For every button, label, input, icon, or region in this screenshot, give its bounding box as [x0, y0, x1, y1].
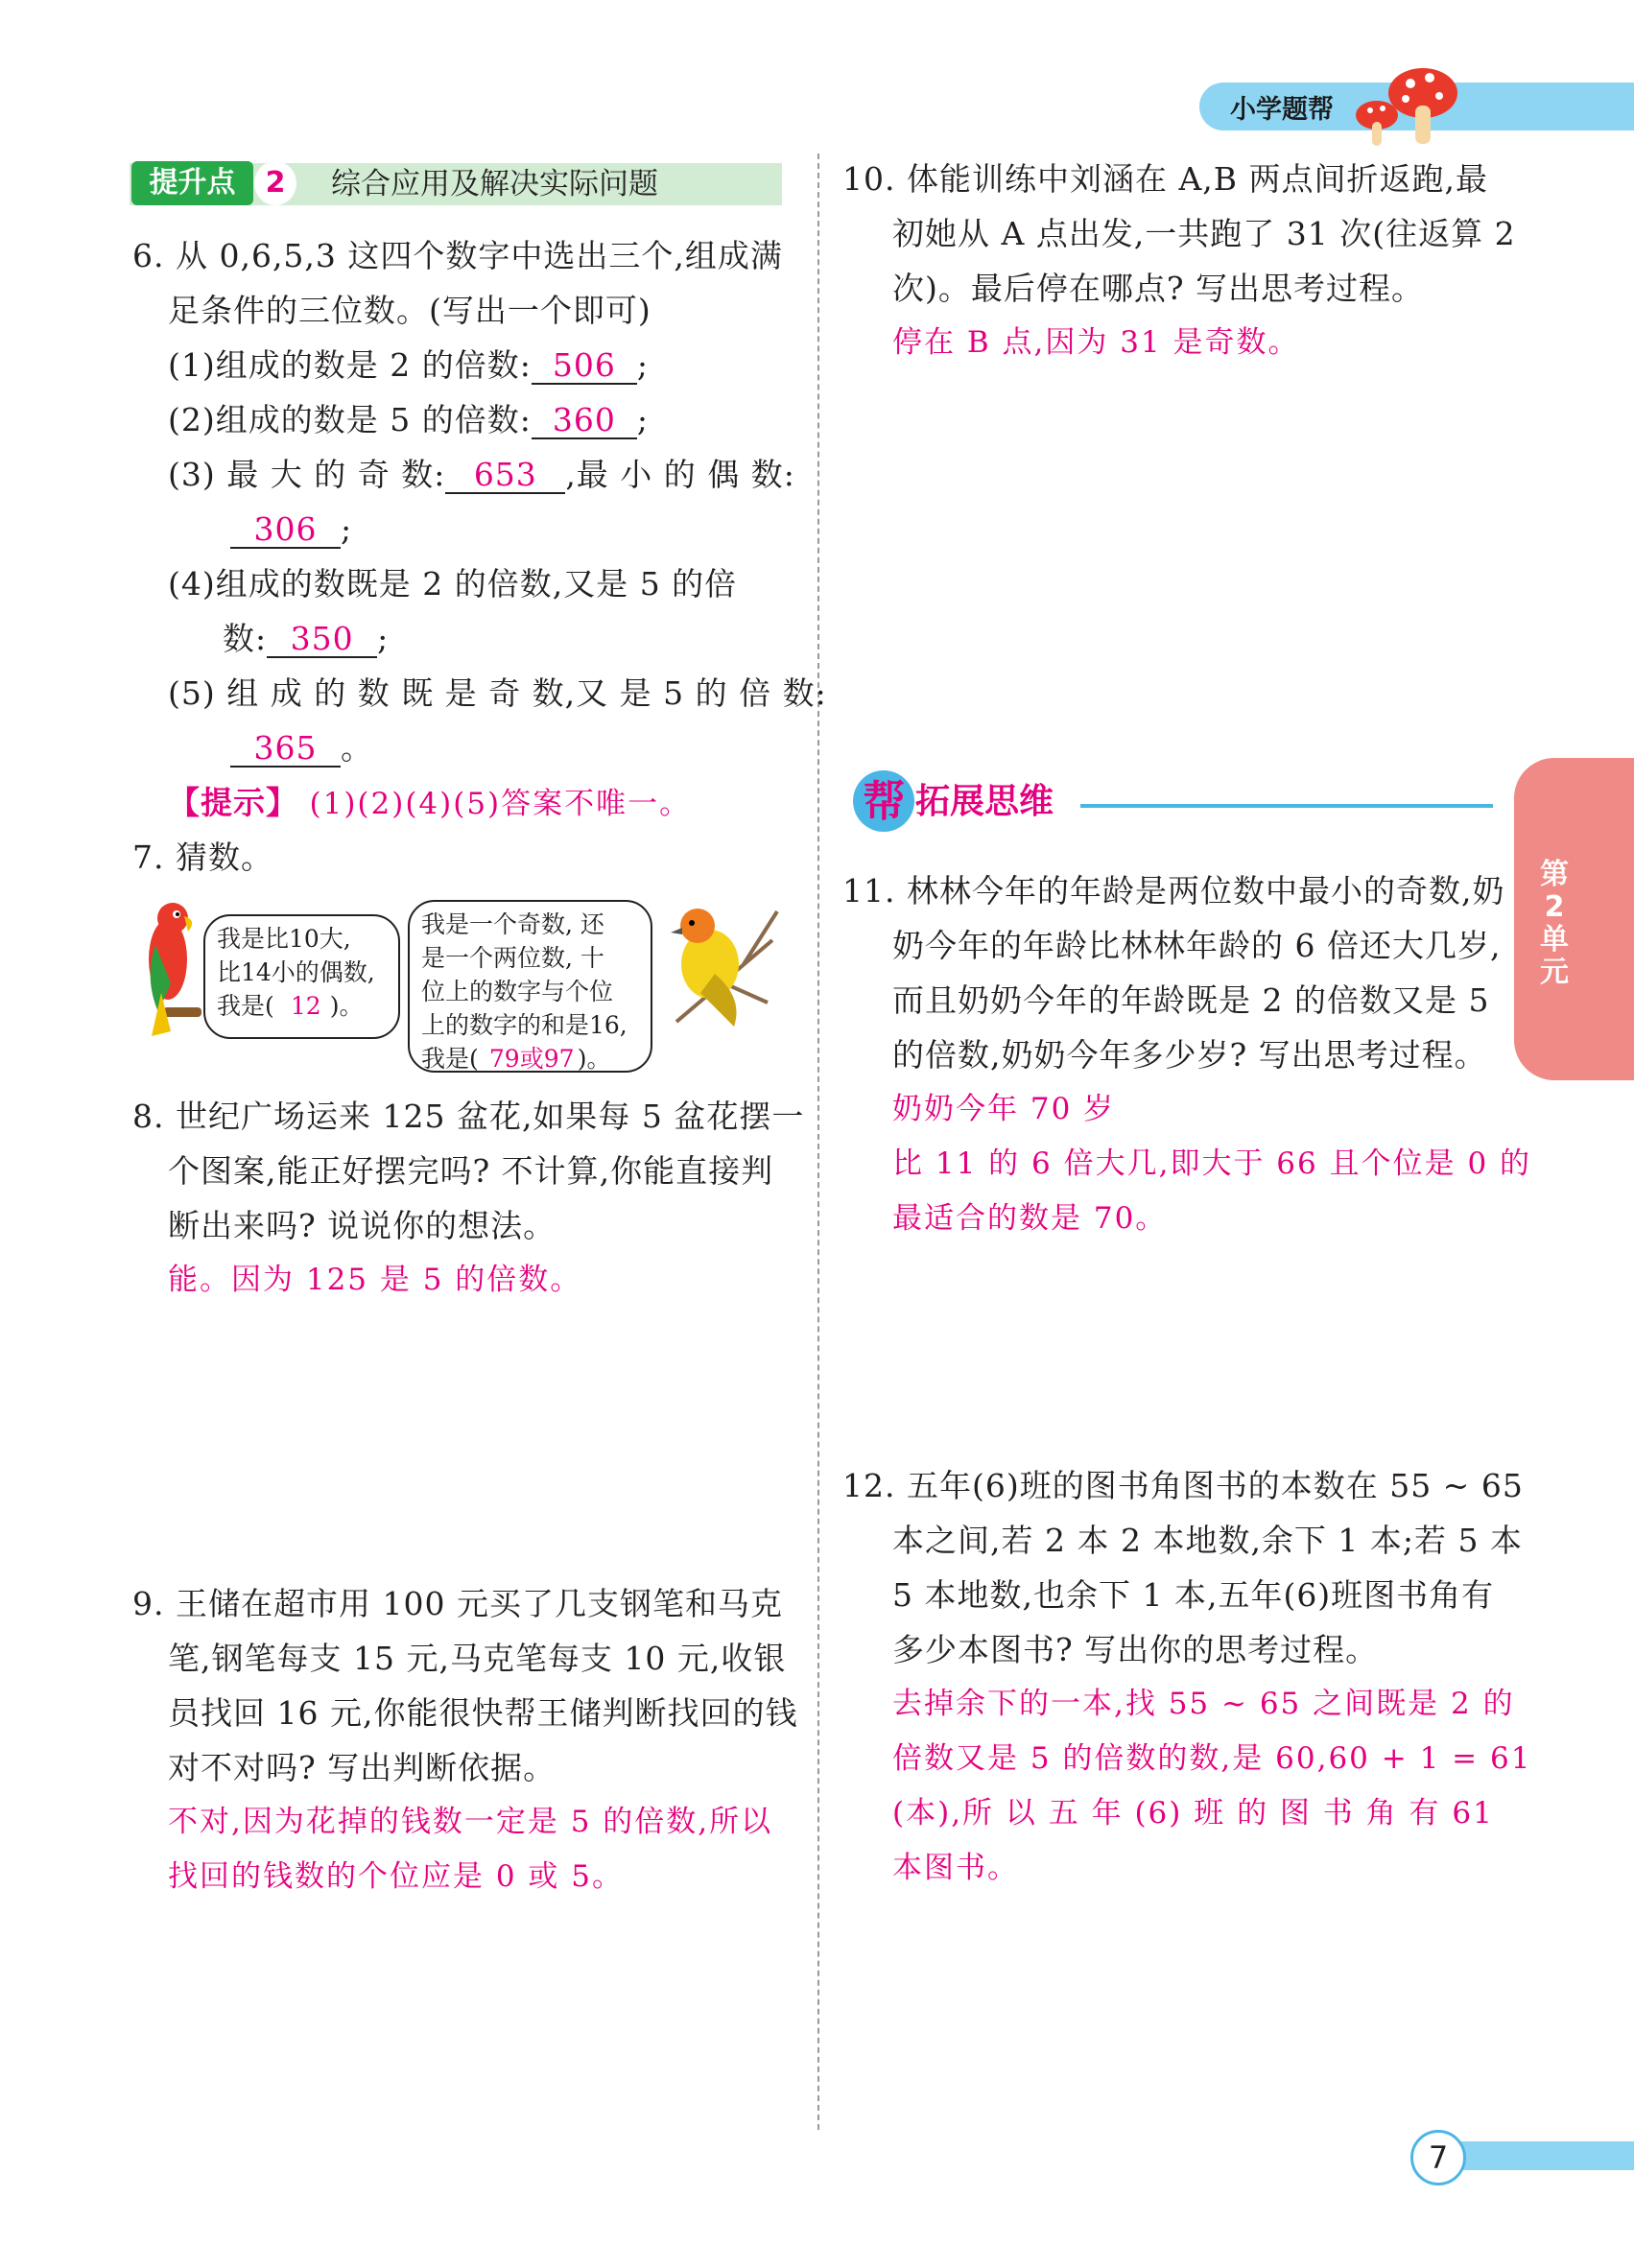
- q10-line1: 10. 体能训练中刘涵在 A,B 两点间折返跑,最: [842, 160, 1489, 198]
- q6-line1: 6. 从 0,6,5,3 这四个数字中选出三个,组成满: [132, 237, 783, 274]
- q11-line1: 11. 林林今年的年龄是两位数中最小的奇数,奶: [842, 872, 1505, 910]
- q6-part3-mid: ,最 小 的 偶 数:: [565, 456, 795, 493]
- unit-side-tab: [1514, 758, 1634, 1080]
- q7-title: 7. 猜数。: [132, 839, 273, 876]
- q6-part3-label: (3) 最 大 的 奇 数:: [168, 456, 446, 493]
- q11-answer-line2: 比 11 的 6 倍大几,即大于 66 且个位是 0 的: [892, 1146, 1532, 1181]
- q6-hint-label: 【提示】: [168, 784, 298, 821]
- q6-part3-end: ;: [341, 510, 353, 548]
- q6-line2: 足条件的三位数。(写出一个即可): [168, 292, 651, 329]
- q11-line2: 奶今年的年龄比林林年龄的 6 倍还大几岁,: [892, 927, 1502, 964]
- q12-answer-line1: 去掉余下的一本,找 55 ~ 65 之间既是 2 的: [892, 1687, 1515, 1721]
- q6-part5-line1: (5) 组 成 的 数 既 是 奇 数,又 是 5 的 倍 数:: [168, 674, 827, 712]
- q9-line1: 9. 王储在超市用 100 元买了几支钢笔和马克: [132, 1585, 783, 1622]
- q7-bubble2-line1: 我是一个奇数, 还: [421, 910, 604, 938]
- q6-part4-label: 数:: [223, 620, 268, 657]
- q12-answer-line4: 本图书。: [892, 1851, 1019, 1885]
- q6-part3-answer: 653: [445, 458, 565, 494]
- q7-bubble1-line2: 比14小的偶数,: [217, 958, 375, 986]
- q12-line1: 12. 五年(6)班的图书角图书的本数在 55 ~ 65: [842, 1467, 1524, 1504]
- q7-bubble-1: [203, 914, 400, 1039]
- q12-line3: 5 本地数,也余下 1 本,五年(6)班图书角有: [892, 1576, 1495, 1614]
- q7-bubble2-prefix: 我是(: [421, 1045, 479, 1073]
- q6-part5-line2: [230, 721, 373, 775]
- q6-part1: [168, 338, 649, 392]
- q6-part3-cont: [230, 502, 352, 556]
- section-title: 综合应用及解决实际问题: [331, 167, 658, 201]
- q9-line2: 笔,钢笔每支 15 元,马克笔每支 10 元,收银: [168, 1640, 787, 1677]
- q9-line4: 对不对吗? 写出判断依据。: [168, 1749, 557, 1786]
- q8-answer: 能。因为 125 是 5 的倍数。: [168, 1263, 582, 1297]
- q9-line3: 员找回 16 元,你能很快帮王储判断找回的钱: [168, 1694, 798, 1732]
- q7-bubble1-answer: 12: [290, 992, 321, 1020]
- section-badge: 提升点: [131, 161, 253, 205]
- q6-hint: [168, 775, 691, 832]
- q11-line3: 而且奶奶今年的年龄既是 2 的倍数又是 5: [892, 981, 1490, 1019]
- q6-part1-label: (1)组成的数是 2 的倍数:: [168, 346, 532, 384]
- q7-bubble1-prefix: 我是(: [217, 992, 274, 1020]
- section-number: 2: [254, 161, 296, 205]
- bird-illustration: [657, 902, 782, 1036]
- q6-hint-text: (1)(2)(4)(5)答案不唯一。: [309, 787, 692, 821]
- extension-title: 拓展思维: [915, 782, 1054, 821]
- q11-answer-line3: 最适合的数是 70。: [892, 1201, 1168, 1236]
- q6-part2-label: (2)组成的数是 5 的倍数:: [168, 401, 532, 438]
- mushroom-icon: [1338, 53, 1463, 149]
- extension-rule: [1080, 804, 1493, 808]
- q9-answer-line1: 不对,因为花掉的钱数一定是 5 的倍数,所以: [168, 1805, 773, 1839]
- page-number: 7: [1410, 2130, 1466, 2185]
- q6-part4-line1: (4)组成的数既是 2 的倍数,又是 5 的倍: [168, 565, 738, 602]
- q6-part4-end: ;: [377, 620, 390, 657]
- q6-part2: [168, 392, 649, 447]
- q7-bubble1-line3: [217, 989, 387, 1023]
- q11-answer-line1: 奶奶今年 70 岁: [892, 1092, 1116, 1126]
- q12-answer-line3: (本),所 以 五 年 (6) 班 的 图 书 角 有 61: [892, 1796, 1494, 1831]
- q7-bubble2-line4: 上的数字的和是16,: [421, 1011, 628, 1039]
- q10-line3: 次)。最后停在哪点? 写出思考过程。: [892, 270, 1425, 307]
- column-divider: [817, 154, 819, 2130]
- q12-answer-line2: 倍数又是 5 的倍数的数,是 60,60 + 1 = 61: [892, 1741, 1532, 1776]
- q6-part2-end: ;: [636, 401, 649, 438]
- q6-part1-answer: 506: [532, 348, 637, 385]
- q7-bubble2-line3: 位上的数字与个位: [421, 978, 614, 1005]
- q8-line2: 个图案,能正好摆完吗? 不计算,你能直接判: [168, 1152, 774, 1190]
- q7-bubble-2: [408, 900, 652, 1073]
- parrot-illustration: [134, 887, 201, 1041]
- q10-line2: 初她从 A 点出发,一共跑了 31 次(往返算 2: [892, 215, 1516, 252]
- q12-line4: 多少本图书? 写出你的思考过程。: [892, 1631, 1379, 1668]
- help-badge-char: 帮: [863, 777, 906, 826]
- q8-line3: 断出来吗? 说说你的想法。: [168, 1207, 557, 1244]
- q7-bubble2-answer: 79或97: [488, 1045, 575, 1073]
- q8-line1: 8. 世纪广场运来 125 盆花,如果每 5 盆花摆一: [132, 1098, 805, 1135]
- q10-answer: 停在 B 点,因为 31 是奇数。: [892, 325, 1300, 360]
- q6-part4-answer: 350: [267, 622, 377, 658]
- q6-part5-end: 。: [341, 729, 373, 767]
- unit-side-tab-label: 第2单元: [1540, 858, 1569, 989]
- q7-bubble1-line1: 我是比10大,: [217, 925, 351, 953]
- q11-line4: 的倍数,奶奶今年多少岁? 写出思考过程。: [892, 1036, 1487, 1074]
- q7-bubble2-line2: 是一个两位数, 十: [421, 944, 604, 972]
- q12-line2: 本之间,若 2 本 2 本地数,余下 1 本;若 5 本: [892, 1522, 1523, 1559]
- q9-answer-line2: 找回的钱数的个位应是 0 或 5。: [168, 1859, 625, 1894]
- q7-bubble2-suffix: )。: [577, 1045, 611, 1073]
- q7-bubble2-line5: [421, 1042, 639, 1075]
- q6-part5-answer: 365: [230, 731, 341, 768]
- q6-part3: [168, 447, 795, 502]
- header-brand: 小学题帮: [1230, 95, 1334, 125]
- q6-part3-answer2: 306: [230, 512, 341, 549]
- q6-part2-answer: 360: [532, 403, 637, 439]
- q7-bubble1-suffix: )。: [329, 992, 364, 1020]
- q6-part4-line2: [223, 611, 389, 666]
- q6-part1-end: ;: [636, 346, 649, 384]
